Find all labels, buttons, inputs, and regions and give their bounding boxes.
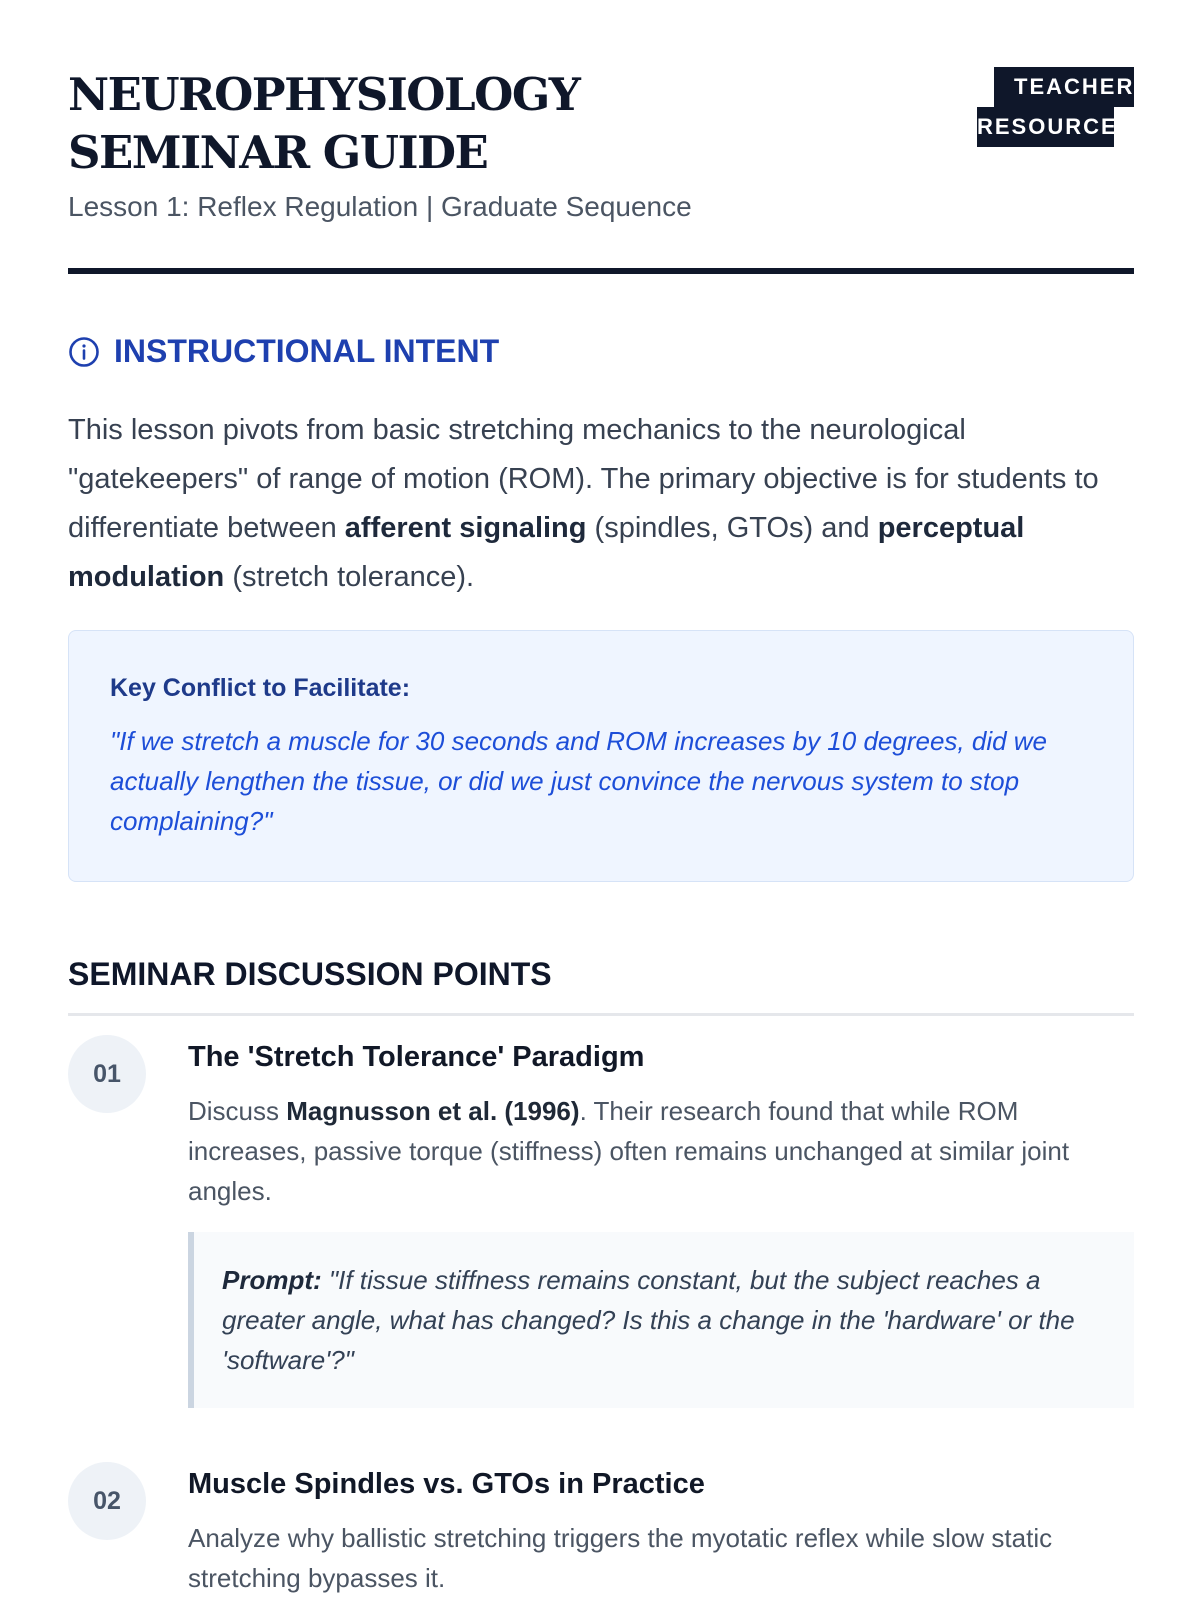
citation: Magnusson et al. (1996) [286,1096,580,1126]
point-body [188,1035,1134,1408]
conflict-label: Key Conflict to Facilitate: [110,674,411,702]
intent-text-3: (stretch tolerance). [224,561,475,593]
intent-text-1: This lesson pivots from basic stretching mechanics to the neurological "gatekeepers" of range of motion (ROM). The primary objective is for students to differentiate between [68,414,1099,544]
discussion-prompt [188,1232,1134,1408]
seminar-points-heading: SEMINAR DISCUSSION POINTS [68,956,552,992]
point-desc-prefix: Discuss [188,1096,287,1126]
conflict-quote: "If we stretch a muscle for 30 seconds and ROM increases by 10 degrees, did we actually lengthen the tissue, or did we just convince the nervous system to stop complaining?" [110,726,1048,836]
document-header [68,66,1134,246]
teacher-resource-badge [977,67,1134,147]
document-title: NEUROPHYSIOLOGY SEMINAR GUIDE [68,68,580,179]
point-description [188,1091,1134,1211]
header-divider [68,268,1134,274]
intent-bold-perceptual: perceptual modulation [68,512,1025,593]
point-body [188,1462,1134,1598]
point-title: Muscle Spindles vs. GTOs in Practice [188,1468,705,1500]
intent-bold-afferent: afferent signaling [344,512,587,544]
section-heading-label: INSTRUCTIONAL INTENT [114,333,500,369]
point-desc-prefix: Analyze why ballistic stretching triggers the myotatic reflex while slow static stretching bypasses it. [188,1523,1053,1593]
document-subtitle: Lesson 1: Reflex Regulation | Graduate Sequence [68,191,692,222]
instructional-intent-heading [68,333,499,370]
point-number-badge: 02 [68,1462,146,1540]
intent-paragraph [68,406,1138,602]
point-title: The 'Stretch Tolerance' Paradigm [188,1041,645,1073]
badge-line-1: TEACHER [994,67,1134,107]
key-conflict-callout [68,630,1134,882]
point-number-badge: 01 [68,1035,146,1113]
prompt-text: "If tissue stiffness remains constant, but the subject reaches a greater angle, what has changed? Is this a change in the 'hardware' or the 'software'?" [222,1265,1075,1375]
point-desc-rest: . Their research found that while ROM increases, passive torque (stiffness) often remains unchanged at similar joint angles. [188,1096,1070,1206]
prompt-label: Prompt: [222,1265,322,1295]
intent-text-2: (spindles, GTOs) and [586,512,878,544]
seminar-guide-page [68,66,1135,1593]
info-icon [68,336,100,368]
point-description [188,1518,1134,1598]
badge-line-2: RESOURCE [977,107,1114,147]
seminar-divider [68,1013,1134,1016]
